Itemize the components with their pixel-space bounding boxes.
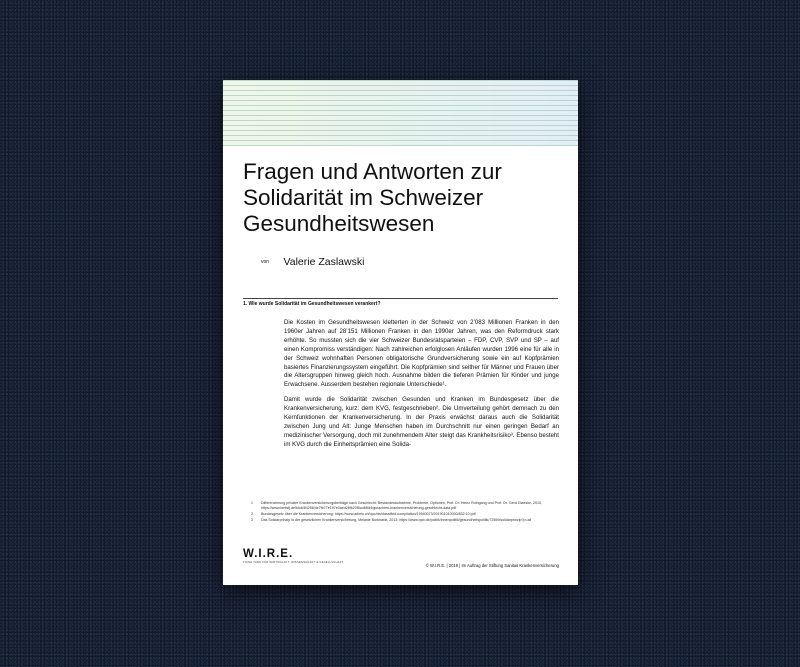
footnote-number: 1 — [251, 501, 253, 505]
wire-logo — [243, 548, 353, 565]
document-page — [223, 80, 578, 585]
footnote-number: 3 — [251, 518, 253, 523]
footnote-text: Bundesgesetz über die Krankenversicherung: https://www.admin.ch/opc/de/classified-compilation/19940073/201901010000/832.10.pdf — [261, 511, 476, 516]
logo-subtitle: THINK TANK FÜR WIRTSCHAFT, WISSENSCHAFT & GESELLSCHAFT — [243, 561, 344, 564]
decorative-header-lines — [223, 80, 578, 146]
footnotes — [251, 501, 561, 525]
footer-credit: © W.I.R.E. | 2019 | Im Auftrag der Stiftung Sanitas Krankenversicherung — [425, 563, 559, 568]
paragraph: Damit wurde die Solidarität zwischen Gesunden und Kranken im Bundesgesetz über die Krankenversicherung, kurz: dem KVG, festgeschrieben². Die Umverteilung gehört demnach zu den Kernfunktionen der Krankenversicherung. In der Praxis erwächst daraus auch die Solidarität zwischen Jung und Alt: Junge Menschen haben im Durchschnitt nur einen geringen Bedarf an medizinischer Versorgung, doch mit zunehmendem Alter steigt das Krankheitsrisiko³. Ebenso besteht im KVG durch die Einheitsprämien eine Solida- — [284, 396, 559, 448]
document-title: Fragen und Antworten zur Solidarität im Schweizer Gesundheitswesen — [243, 159, 502, 236]
footnote-text: Differenzierung privater Krankenversicherungsbeiträge nach Geschlecht: Bestandesaufnahme, Probleme, Optionen, Prof. Dr. Heinz Rothgang und Prof. Dr. Gerd Glaeske, 2010, https://www.bmfsfj.de/blob/84256/4e7fb77e197e0aed28fb20f5cc88fd9/gutachten-krankenversicherung-geschlecht-data.pdf — [261, 501, 542, 510]
footnote — [251, 512, 561, 517]
footnote-number: 2 — [251, 511, 253, 516]
section-heading: 1. Wie wurde Solidarität im Gesundheitswesen verankert? — [243, 301, 381, 307]
author-name: Valerie Zaslawski — [283, 255, 365, 268]
footnote-text: Das Solidarprinzip in der gesetzlichen Krankenversicherung, Melanie Burkhardt, 2013: https://www.bpb.de/politik/innenpolitik/gesundheitspolitik/72559/solidarprinzip?p=all — [261, 518, 532, 523]
logo-mark: W.I.R.E. — [243, 548, 294, 560]
footnote — [251, 518, 561, 523]
byline — [261, 253, 364, 271]
paragraph: Die Kosten im Gesundheitswesen kletterten in der Schweiz von 2’083 Millionen Franken in den 1960er Jahren auf 28’151 Millionen Franken in den 1990er Jahren, was den Reformdruck stark erhöhte. So mussten sich die vier Schweizer Bundesratsparteien – FDP, CVP, SVP und SP – auf einen Kompromiss verständigen: Nach zahlreichen erfolglosen Anläufen wurden 1996 eine für alle in der Schweiz wohnhaften Personen obligatorische Grundversicherung sowie ein auf Kopfprämien basiertes Finanzierungssystem eingeführt. Die Kopfprämien sind seither für Männer und Frauen über die Altersgruppen hinweg gleich hoch. Ausnahme bilden die tieferen Prämien für Kinder und junge Erwachsene. Ausserdem bestehen regionale Unterschiede¹. — [284, 319, 559, 389]
section-divider — [243, 298, 558, 299]
body-text — [284, 319, 559, 456]
byline-prefix: von — [261, 258, 270, 265]
footnote — [251, 501, 561, 510]
